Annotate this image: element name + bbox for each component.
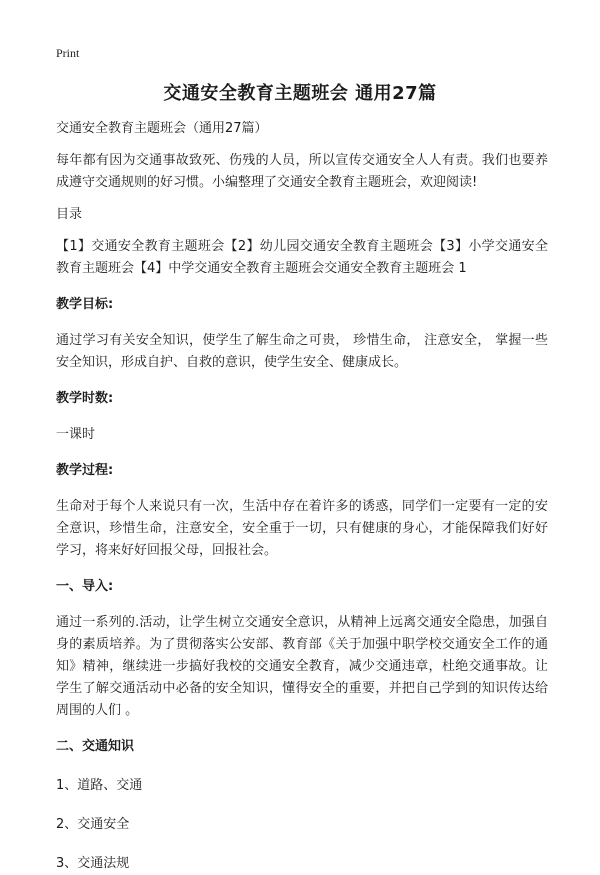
toc-text: 【1】交通安全教育主题班会【2】幼儿园交通安全教育主题班会【3】小学交通安全教育主题班会【4】中学交通安全教育主题班会交通安全教育主题班会 1 [56, 239, 548, 276]
intro-section-text: 通过一系列的.活动，让学生树立交通安全意识，从精神上远离交通安全隐患，加强自身的素质培养。为了贯彻落实公安部、教育部《关于加强中职学校交通安全工作的通知》精神，继续进一步搞好我校的交通安全教育，减少交通违章，杜绝交通事故。让学生了解交通活动中必备的安全知识，懂得安全的重要，并把自己学到的知识传达给周围的人们 。 [56, 615, 548, 718]
list-item: 1、道路、交通 [56, 778, 143, 793]
list-item: 3、交通法规 [56, 856, 130, 871]
hours-heading: 教学时数: [56, 391, 114, 406]
goal-text: 通过学习有关安全知识，使学生了解生命之可贵， 珍惜生命， 注意安全， 掌握一些安全知识，形成自护、自救的意识，使学生安全、健康成长。 [56, 333, 548, 370]
document-body [56, 118, 548, 875]
intro-paragraph: 每年都有因为交通事故致死、伤残的人员，所以宣传交通安全人人有责。我们也要养成遵守交通规则的好习惯。小编整理了交通安全教育主题班会，欢迎阅读! [56, 153, 548, 190]
knowledge-heading: 二、交通知识 [56, 739, 135, 754]
hours-text: 一课时 [56, 427, 96, 442]
toc-heading: 目录 [56, 207, 83, 222]
document-title: 交通安全教育主题班会 通用27篇 [163, 83, 437, 104]
process-heading: 教学过程: [56, 463, 114, 478]
print-label: Print [56, 46, 80, 60]
process-text: 生命对于每个人来说只有一次，生活中存在着许多的诱惑，同学们一定要有一定的安全意识，珍惜生命，注意安全，安全重于一切，只有健康的身心，才能保障我们好好学习，将来好好回报父母，回报社会。 [56, 499, 548, 558]
intro-section-heading: 一、导入: [56, 579, 114, 594]
list-item: 2、交通安全 [56, 817, 130, 832]
subtitle: 交通安全教育主题班会（通用27篇） [56, 121, 268, 136]
goal-heading: 教学目标: [56, 297, 114, 312]
